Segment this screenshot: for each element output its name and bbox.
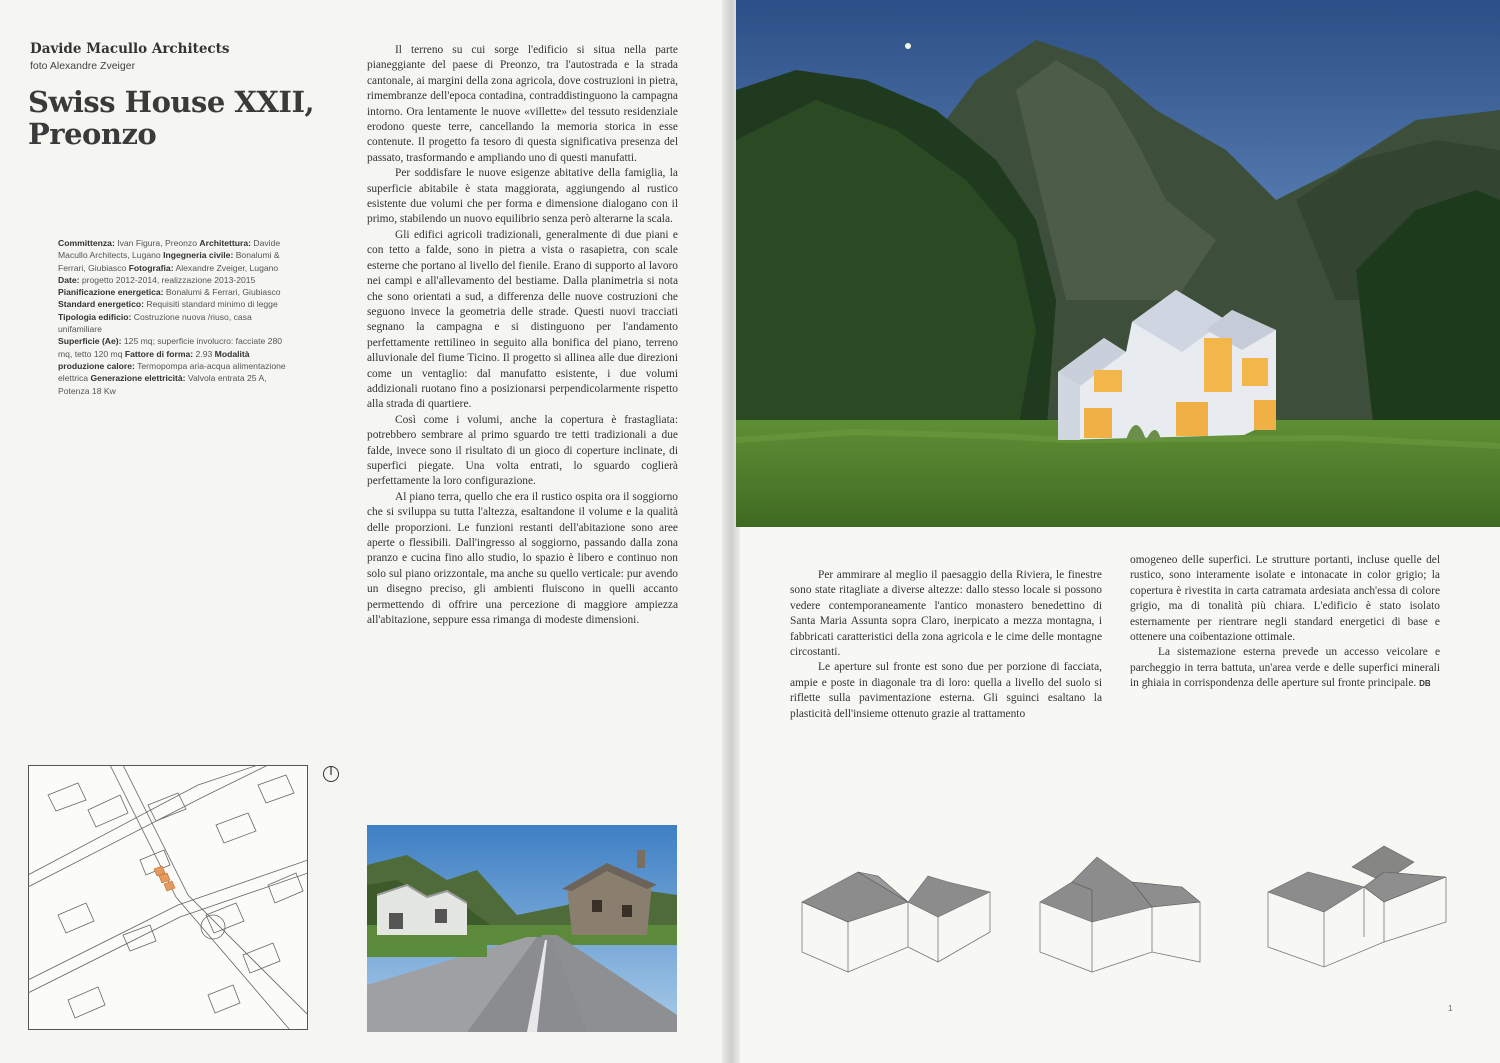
spec-value: Bonalumi & Ferrari, Giubiasco (163, 287, 281, 298)
roof-axonometric-1 (798, 862, 998, 992)
architect-name: Davide Macullo Architects (30, 41, 230, 57)
paragraph-text: La sistemazione esterna prevede un accesso veicolare e parcheggio in terra battuta, un'area verde e delle superfici minerali in ghiaia in corrispondenza delle aperture sul fronte principale. (1130, 646, 1440, 690)
spec-value: progetto 2012-2014, realizzazione 2013-2015 (79, 274, 256, 285)
paragraph: omogeneo delle superfici. Le strutture portanti, incluse quelle del rustico, sono interamente isolate e intonacate in color grigio; la copertura è rivestita in carta catramata ardesiata anch'essa di colore grigio, ma di tonalità più chiara. L'edificio è stato isolato esternamente per rientrare negli standard energetici di base e ottenere una coibentazione ottimale. (1130, 554, 1440, 644)
paragraph: Le aperture sul fronte est sono due per porzione di facciata, ampie e poste in diagonale tra di loro: quella a livello del suolo si riflette sulla pavimentazione esterna. Gli sguinci esaltano la plasticità dell'insieme ottenuto grazie al trattamento (790, 661, 1102, 720)
spec-value: Ivan Figura, Preonzo (114, 238, 200, 248)
article-title (28, 86, 348, 150)
spec-value: 125 mq; superficie involucro: facciate 280 mq, tetto 120 mq (58, 336, 283, 359)
hero-photo (736, 0, 1500, 527)
roof-axonometric-2 (1032, 852, 1232, 982)
spec-label: Tipologia edificio: (58, 311, 132, 322)
paragraph: Gli edifici agricoli tradizionali, generalmente di due piani e con tetto a falde, sono in pietra a vista o rasapietra, con scale esterne che portano al livello del fienile. Erano di supporto al lavoro nei campi e all'allevamento del bestiame. Dalla planimetria si nota che sono orientati a sud, a differenza delle nuove costruzioni che seguono invece la geometria delle strade. Questi nuovi tracciati segnano la campagna e si distinguono per l'andamento perfettamente rettilineo in seguito alla bonifica del piano, terreno alluvionale del fiume Ticino. Il progetto si allinea alle due direzioni come un ventaglio: dal manufatto esistente, i due volumi addizionali ruotano fino a posizionarsi perpendicolarmente rispetto alla strada di quartiere. (367, 228, 678, 411)
paragraph: Al piano terra, quello che era il rustico ospita ora il soggiorno che si sviluppa su tutta l'altezza, esaltandone il volume e la qualità delle proporzioni. Le funzioni restanti dell'abitazione sono aree aperte o flessibili. Dall'ingresso al soggiorno, passando dalla zona pranzo e cucina fino allo studio, lo spazio è libero e continuo non solo sul piano orizzontale, ma anche su quello verticale: pur avendo un disegno preciso, gli ambienti fluiscono in quelli accanto permettendo di offrire una percezione di maggiore ampiezza all'abitazione, seppure essa rimanga di modeste dimensioni. (367, 490, 678, 627)
spec-value: Termopompa aria-acqua alimentazione elettrica (58, 360, 286, 384)
paragraph (1130, 645, 1440, 691)
spec-value: Valvola entrata 25 A, Potenza 18 Kw (58, 373, 267, 396)
spec-label: Fotografia: (128, 262, 174, 273)
spec-label: Fattore di forma: (124, 348, 194, 359)
right-column-2 (1130, 553, 1440, 692)
right-column-1 (790, 568, 1102, 722)
spec-value: Costruzione nuova /riuso, casa unifamiliare (58, 311, 252, 335)
spec-value: Alexandre Zveiger, Lugano (173, 262, 279, 273)
spec-value: Bonalumi & Ferrari, Giubiasco (58, 250, 280, 273)
page-number: 1 (1448, 1004, 1453, 1013)
street-view-photo (367, 825, 677, 1032)
title-line-2: Preonzo (28, 117, 157, 151)
north-arrow-icon (322, 765, 340, 788)
spec-label: Standard energetico: (58, 299, 144, 310)
roof-axonometric-3 (1264, 842, 1464, 972)
spec-label: Superficie (Ae): (58, 336, 122, 347)
title-line-1: Swiss House XXII, (28, 85, 315, 119)
spec-value: Requisiti standard minimo di legge (143, 299, 278, 310)
spec-label: Ingegneria civile: (163, 250, 234, 261)
spec-label: Architettura: (199, 238, 251, 248)
article-body (367, 43, 678, 628)
paragraph: Il terreno su cui sorge l'edificio si situa nella parte pianeggiante del paese di Preonzo, tra l'autostrada e la strada cantonale, ai margini della zona agricola, dove costruzioni in pietra, rimembranze dell'epoca contadina, contraddistinguono la campagna intorno. Ora lentamente le nuove «villette» del tessuto residenziale erodono queste terre, cancellando la memoria storica in esse contenute. Il progetto fa tesoro di questa significativa presenza del passato, trasformando e ampliando uno di questi manufatti. (367, 44, 678, 164)
paragraph: Per ammirare al meglio il paesaggio della Riviera, le finestre sono state ritagliate a diverse altezze: dallo stesso locale si possono vedere contemporaneamente l'antico monastero benedettino di Santa Maria Assunta sopra Claro, inerpicato a mezza montagna, i fabbricati caratteristici della zona agricola e le cime delle montagne circostanti. (790, 569, 1102, 659)
spec-value: 2.93 (193, 348, 215, 359)
spec-label: Date: (58, 274, 80, 285)
spec-label: Committenza: (58, 238, 115, 248)
spec-label: Pianificazione energetica: (58, 287, 164, 298)
paragraph: Così come i volumi, anche la copertura è frastagliata: potrebbero sembrare al primo sguardo tre tetti tradizionali a due falde, invece sono il risultato di un gioco di coperture inclinate, di superfici piegate. Una volta entrati, lo sguardo coglierà perfettamente la loro configurazione. (367, 413, 678, 488)
author-signature: DB (1419, 679, 1431, 689)
project-specs (58, 237, 298, 397)
spec-label: Modalità produzione calore: (58, 348, 250, 371)
paragraph: Per soddisfare le nuove esigenze abitative della famiglia, la superficie abitabile è stata maggiorata, aggiungendo al rustico esistente due volumi che per forma e dimensione dialogano con il primo, stabilendo un nuovo equilibrio senza però alterarne la scala. (367, 167, 678, 226)
photo-credit: foto Alexandre Zveiger (30, 60, 136, 72)
site-plan (28, 765, 308, 1030)
spec-label: Generazione elettricità: (90, 373, 186, 384)
site-plan-drawing (28, 765, 308, 1030)
spec-value: Davide Macullo Architects, Lugano (58, 238, 281, 261)
